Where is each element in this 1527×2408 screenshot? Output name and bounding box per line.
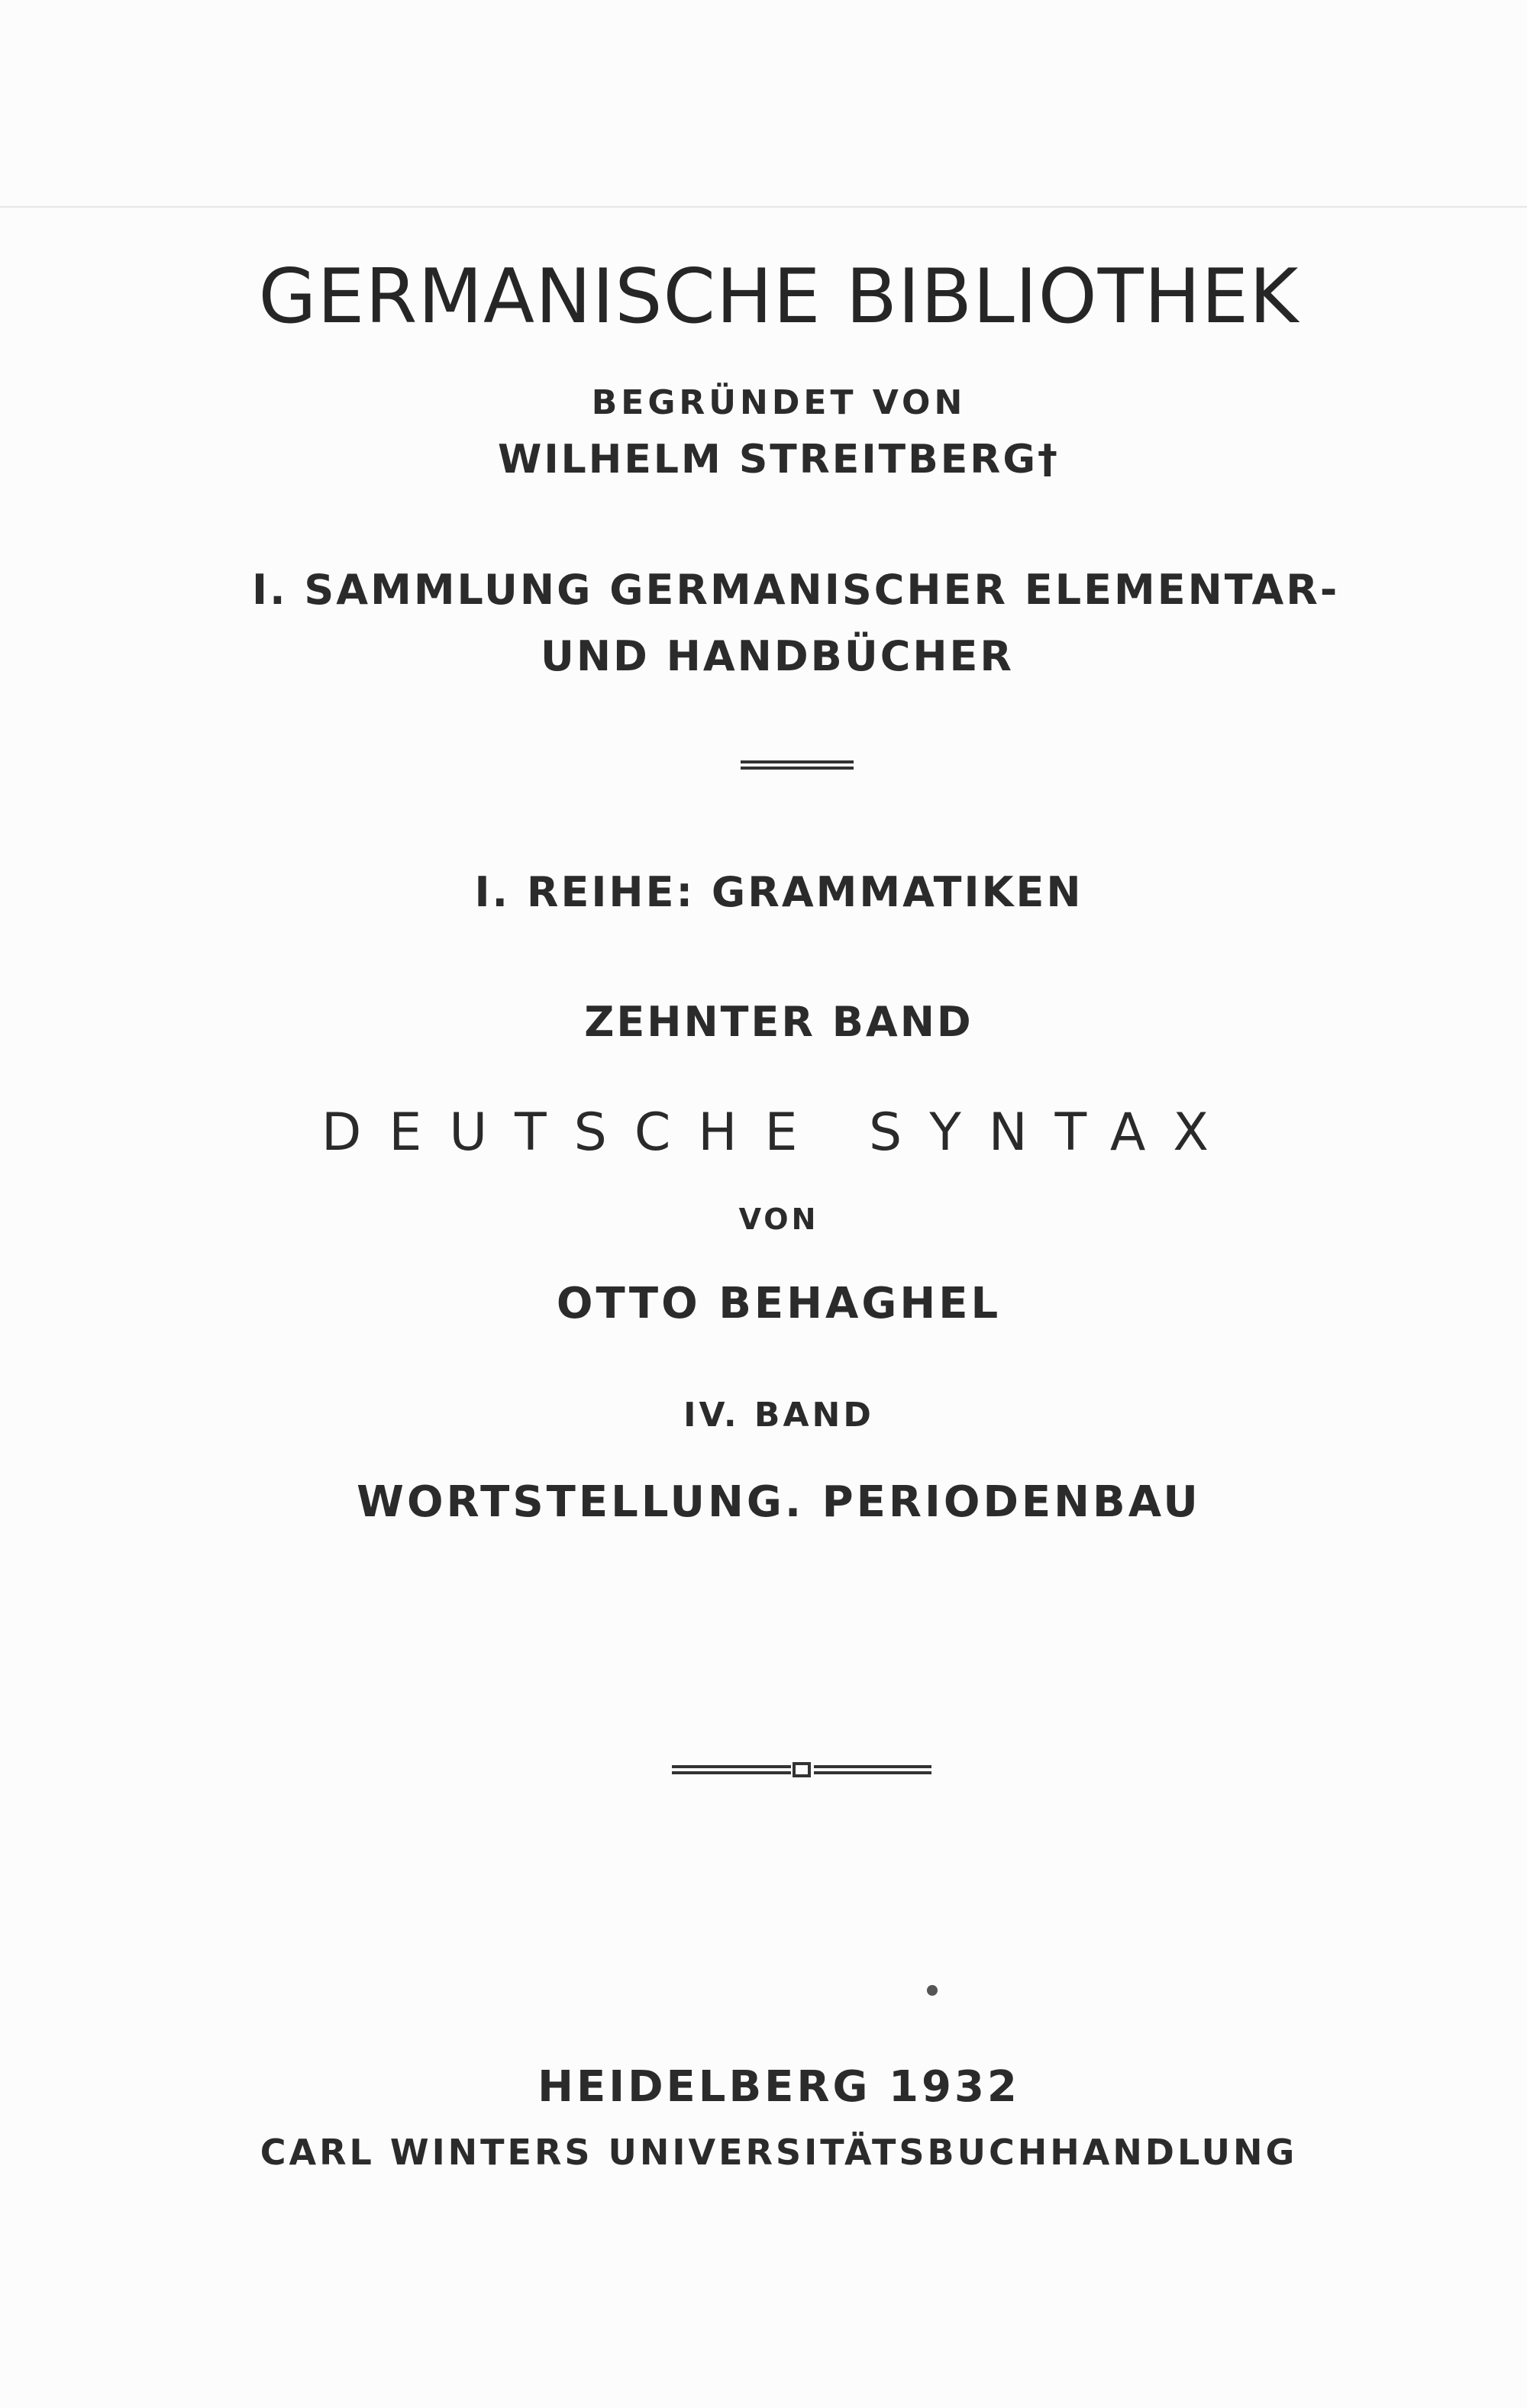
founded-by-label: BEGRÜNDET VON: [591, 383, 967, 422]
collection-line-1: I. SAMMLUNG GERMANISCHER ELEMENTAR-: [252, 566, 1340, 614]
ornament-right-bar: [814, 1765, 931, 1774]
ornament-left-bar: [672, 1765, 791, 1774]
series-title: GERMANISCHE BIBLIOTHEK: [258, 253, 1299, 341]
book-subtitle: WORTSTELLUNG. PERIODENBAU: [357, 1477, 1201, 1527]
imprint-place-year: HEIDELBERG 1932: [538, 2062, 1020, 2112]
ornament-divider: [672, 1761, 931, 1779]
ink-speck: [927, 1985, 938, 1996]
row-series-label: I. REIHE: GRAMMATIKEN: [474, 868, 1083, 916]
by-label: VON: [738, 1202, 819, 1236]
author-name: OTTO BEHAGHEL: [556, 1279, 1002, 1328]
collection-line-2: UND HANDBÜCHER: [541, 632, 1014, 680]
publisher-name: CARL WINTERS UNIVERSITÄTSBUCHHANDLUNG: [260, 2132, 1298, 2173]
volume-number: ZEHNTER BAND: [584, 998, 973, 1046]
double-rule-divider: [741, 760, 854, 770]
top-edge-rule: [0, 206, 1527, 208]
founder-name: WILHELM STREITBERG†: [497, 437, 1061, 483]
sub-volume-number: IV. BAND: [683, 1396, 874, 1435]
ornament-center-box: [793, 1762, 811, 1777]
book-title: DEUTSCHE SYNTAX: [321, 1102, 1236, 1163]
